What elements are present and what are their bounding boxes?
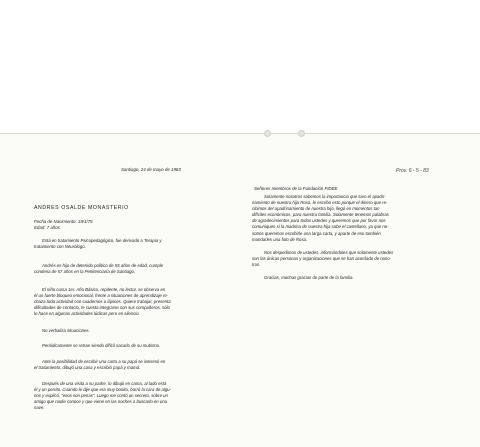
- dateline: Santiago, 24 de mayo de 1983: [121, 167, 181, 172]
- paragraph: Nos despedimos de ustedes, informándoles que solamente ustedes son las únicas personas y organizaciones que se han acordado de noso- tros.: [252, 250, 394, 268]
- case-report: [34, 133, 234, 447]
- birth-date: Fecha de Nacimiento: 19/1/75: [34, 219, 93, 224]
- paragraph: Gracias, muchas gracias de parte de la familia.: [264, 275, 354, 280]
- child-age: Edad: 7 años: [34, 225, 60, 230]
- paragraph: Ante la posibilidad de escribir una carta a su papá se interesó en el tratamiento, dibujó una casa y escribió papá y mamá.: [34, 359, 166, 371]
- family-letter: [252, 133, 454, 447]
- paragraph: Está en tratamiento Psicopedagógico, fue derivado a Terapia y tratamiento con Neurólogo.: [34, 238, 162, 250]
- paragraph: Después de una visita a su padre, lo dibujó en cama, al lado está él y un perrito. Cuando le dije que era muy bonito, borró la cara de algu- nos y explicó, "esos son penas". Luego me contó un secreto, sobre un amigo que nadie conoce y que viene en las noches a buscarlo en una nave.: [34, 381, 172, 411]
- document-page: [0, 133, 480, 447]
- letter-greeting: Señores miembros de la Fundación FIDEE: [254, 186, 338, 191]
- paragraph: No verbaliza situaciones.: [42, 328, 90, 333]
- paragraph: El niño cursa 1er. Año Básico, repitente, no lector, se observa en él un fuerte bloqueo emocional, frente a situaciones de aprendizaje re- chaza toda actividad con cuadernos o lápices. Quiere trabajar, presenta dificultades de contacto, le cuesta integrarse con sus compañeros, sólo lo hace en algunas actividades lúdicas pero en silencio.: [34, 287, 171, 317]
- paragraph: Periódicamente se retrae siendo difícil sacarlo de su mutismo.: [42, 343, 161, 348]
- child-name: ANDRES OSALDE MONASTERIO: [34, 205, 129, 211]
- handwritten-date: Prov. 6 - 5 - 83: [396, 168, 429, 174]
- paragraph: Solamente nosotros sabemos la importancia que tuvo el apadri- namiento de nuestra hija Rosa, le escribo esto porque el dinero que re- cibimos del apadrinamiento de nuestra hija, llegó en momentos tan difíciles económicos, para nuestra familia. Solamente tenemos palabras de agradecimientos para todos ustedes y queremos que por favor nos comuniquen si la madrina de nuestra hija sabe el castellano, ya que no- sotros queremos escribirle una larga carta, y aparte de eso también mandarles una foto de Rosa.: [252, 194, 389, 242]
- paragraph: Andrés es hijo de detenido político de 55 años de edad, cumple condena de 57 años en la Penitenciaría de Santiago.: [34, 263, 164, 275]
